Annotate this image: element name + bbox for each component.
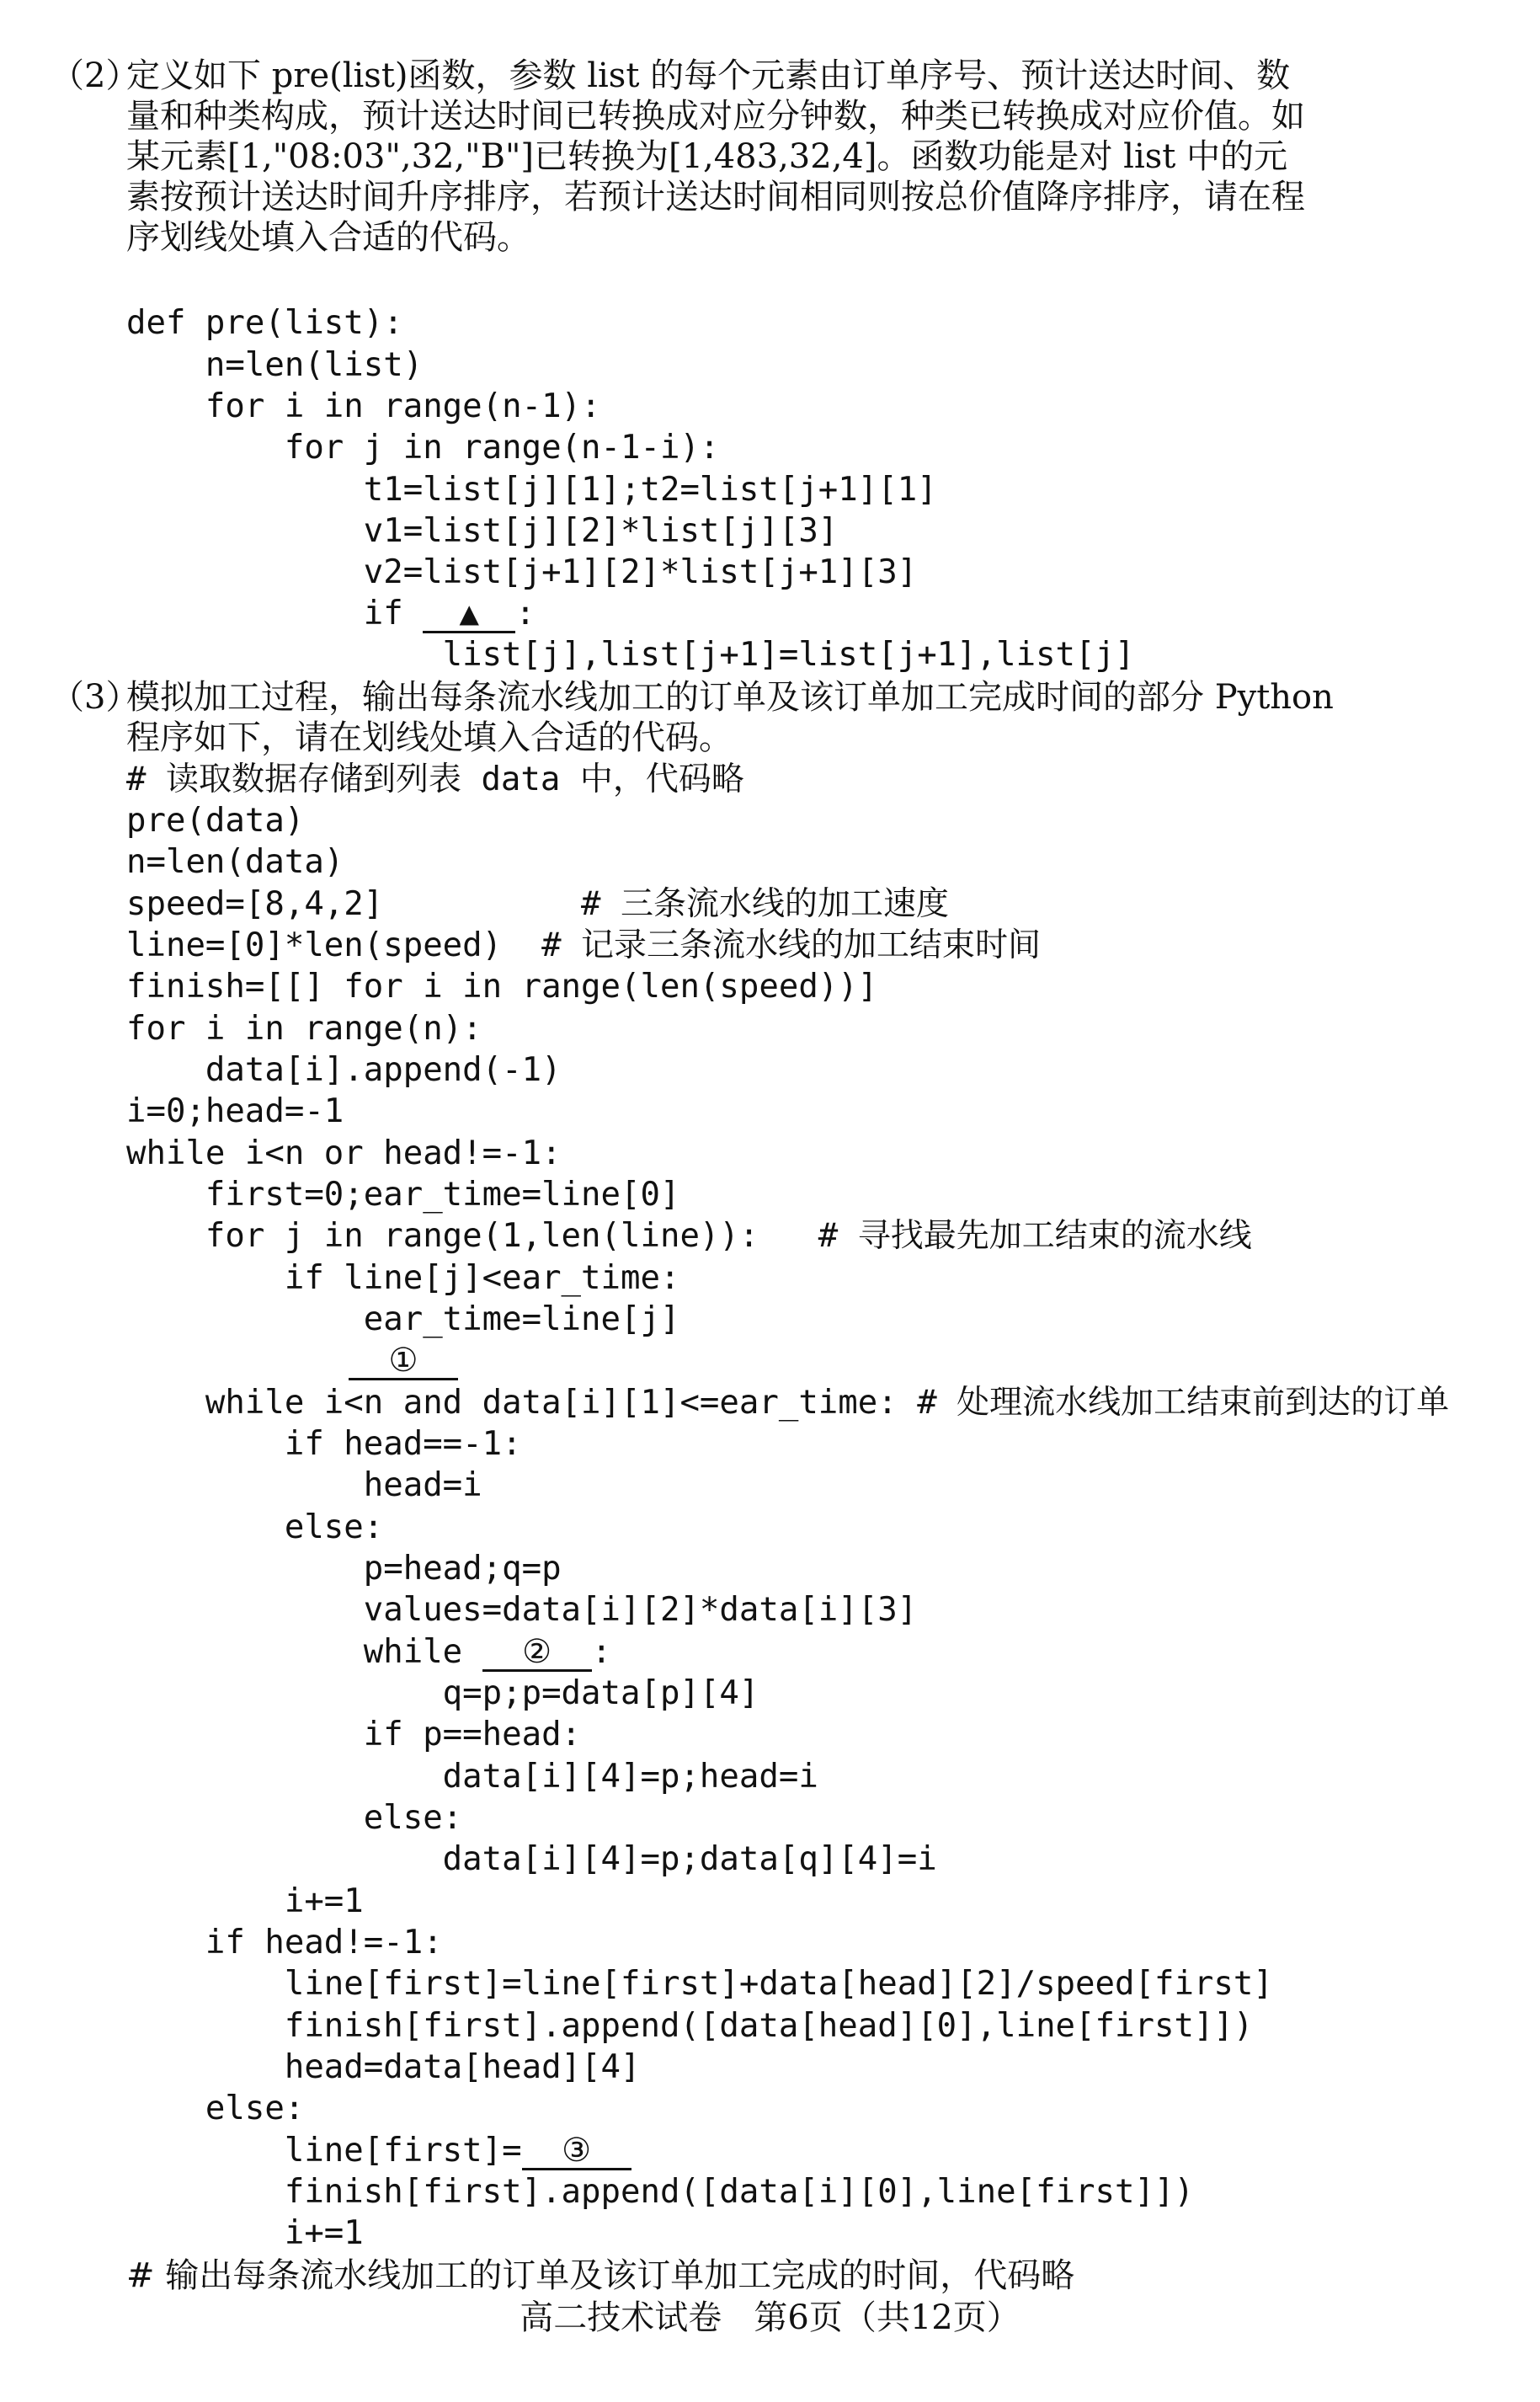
answer-blank-3[interactable]: ③ [522,2134,631,2170]
q3-code-line: values=data[i][2]*data[i][3] [126,1591,918,1629]
q2-text-line-4: 素按预计送达时间升序排序，若预计送达时间相同则按总价值降序排序，请在程 [126,178,1305,216]
q3-code-line: i+=1 [126,2214,364,2252]
q3-code-line: head=data[head][4] [126,2048,641,2086]
q3-code-line: for i in range(n): [126,1010,482,1048]
q2-code-line: v1=list[j][2]*list[j][3] [126,512,839,550]
q2-swap-line: list[j],list[j+1]=list[j+1],list[j] [126,636,1135,674]
q3-final-comment: # 输出每条流水线加工的订单及该订单加工完成的时间，代码略 [126,2256,1075,2295]
q3-code-line: if p==head: [126,1716,582,1753]
q2-code-line: for j in range(n-1-i): [126,429,720,467]
q3-code-line: head=i [126,1466,482,1504]
if-prefix: if [126,595,424,633]
while-prefix: while [126,1633,482,1671]
q2-code-line: v2=list[j+1][2]*list[j+1][3] [126,553,918,591]
q3-code-line: first=0;ear_time=line[0] [126,1176,680,1214]
q3-code-line: pre(data) [126,802,305,840]
q3-code-line: data[i][4]=p;head=i [126,1758,818,1796]
q3-code-line: else: [126,1508,384,1546]
q2-text-line-5: 序划线处填入合适的代码。 [126,218,530,257]
q2-code-line: t1=list[j][1];t2=list[j+1][1] [126,471,937,509]
q3-code-line: finish[first].append([data[i][0],line[first]]) [126,2173,1194,2211]
q3-code-line: q=p;p=data[p][4] [126,1674,759,1712]
page-footer: 高二技术试卷 第6页（共12页） [520,2298,1020,2337]
q2-number: （2） [51,56,140,95]
q2-text-line-2: 量和种类构成，预计送达时间已转换成对应分钟数，种类已转换成对应价值。如 [126,97,1305,136]
answer-blank-2[interactable]: ② [482,1636,592,1672]
q2-code-line: n=len(list) [126,346,424,384]
q2-if-line [126,594,536,634]
q3-number: （3） [51,678,140,717]
if-suffix: : [515,595,536,633]
answer-blank-1[interactable]: ① [349,1344,458,1380]
q3-code-line: while i<n and data[i][1]<=ear_time: # 处理流水线加工结束前到达的订单 [126,1384,1450,1422]
q3-code-line: ear_time=line[j] [126,1300,680,1338]
q3-code-line: else: [126,2090,305,2127]
q3-code-line: line[first]=line[first]+data[head][2]/speed[first] [126,1965,1273,2003]
q3-code-line: if head!=-1: [126,1924,443,1962]
q3-code-line: i=0;head=-1 [126,1092,344,1130]
q3-code-line: else: [126,1799,463,1837]
q2-text-line-3: 某元素[1,"08:03",32,"B"]已转换为[1,483,32,4]。函数功能是对 list 中的元 [126,137,1288,176]
q3-text-line-2: 程序如下，请在划线处填入合适的代码。 [126,718,733,757]
q3-text-line-1: 模拟加工过程，输出每条流水线加工的订单及该订单加工完成时间的部分 Python [126,678,1334,717]
line-first-prefix: line[first]= [126,2132,522,2170]
q3-code-line: if line[j]<ear_time: [126,1259,680,1297]
q3-line-blank3-line [126,2131,631,2171]
q3-code-line: data[i][4]=p;data[q][4]=i [126,1840,937,1878]
q3-code-line: while i<n or head!=-1: [126,1134,562,1172]
q3-code-line: i+=1 [126,1882,364,1920]
q2-code-line: def pre(list): [126,304,403,342]
q3-blank1-line [349,1341,458,1381]
q2-text-line-1: 定义如下 pre(list)函数，参数 list 的每个元素由订单序号、预计送达时间、数 [126,56,1291,95]
q2-code-line: for i in range(n-1): [126,387,601,425]
q3-code-line: # 读取数据存储到列表 data 中，代码略 [126,761,744,798]
q3-code-line: for j in range(1,len(line)): # 寻找最先加工结束的流水线 [126,1217,1252,1255]
q3-code-line: finish=[[] for i in range(len(speed))] [126,968,878,1006]
q3-code-line: speed=[8,4,2] # 三条流水线的加工速度 [126,885,949,923]
q3-code-line: if head==-1: [126,1425,522,1463]
answer-blank-triangle[interactable]: ▲ [423,597,515,633]
q3-code-line: data[i].append(-1) [126,1051,562,1089]
q3-code-line: n=len(data) [126,843,344,881]
q3-code-line: finish[first].append([data[head][0],line[first]]) [126,2007,1254,2045]
while-suffix: : [591,1633,612,1671]
q3-while-blank2-line [126,1632,611,1673]
q3-code-line: p=head;q=p [126,1550,562,1588]
q3-code-line: line=[0]*len(speed) # 记录三条流水线的加工结束时间 [126,926,1042,964]
